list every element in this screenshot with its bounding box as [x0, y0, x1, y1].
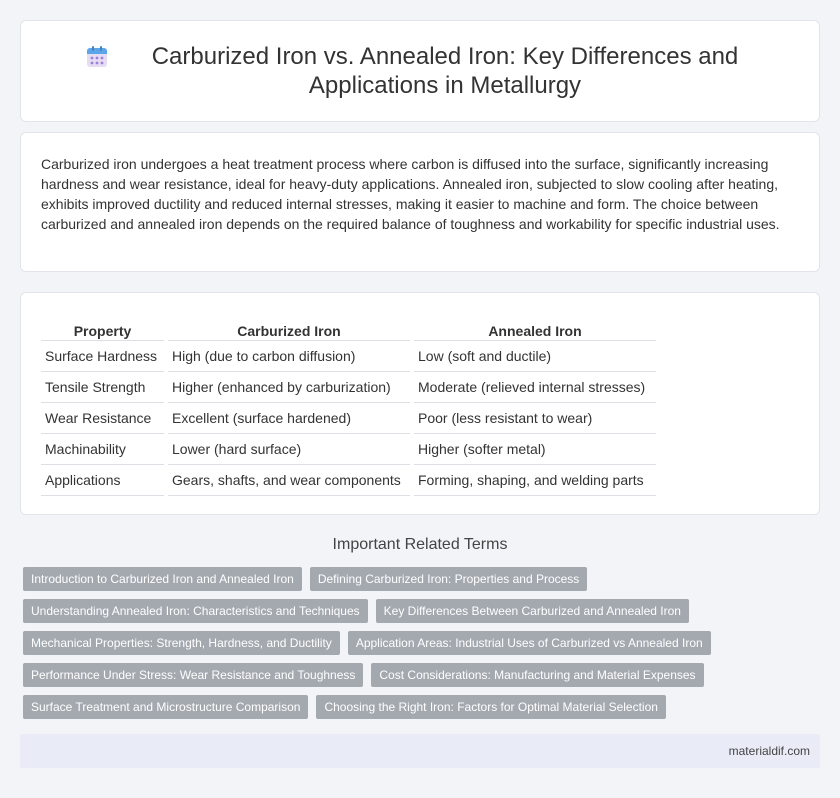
table-cell: Lower (hard surface) — [168, 434, 410, 465]
table-row — [41, 372, 656, 403]
table-row — [41, 434, 656, 465]
table-cell: Moderate (relieved internal stresses) — [414, 372, 656, 403]
table-cell: Higher (softer metal) — [414, 434, 656, 465]
related-term-tag[interactable]: Mechanical Properties: Strength, Hardness, and Ductility — [23, 631, 340, 655]
related-term-tag[interactable]: Understanding Annealed Iron: Characteristics and Techniques — [23, 599, 368, 623]
table-cell: Wear Resistance — [41, 403, 164, 434]
footer-site-link[interactable]: materialdif.com — [728, 744, 810, 758]
page-title: Carburized Iron vs. Annealed Iron: Key Differences and Applications in Metallurgy — [151, 43, 739, 99]
related-terms-list — [23, 567, 823, 719]
related-term-tag[interactable]: Introduction to Carburized Iron and Annealed Iron — [23, 567, 302, 591]
intro-text: Carburized iron undergoes a heat treatment process where carbon is diffused into the surface, significantly increasing hardness and wear resistance, ideal for heavy-duty applications. Annealed iron, subjected to slow cooling after heating, exhibits improved ductility and reduced internal stresses, making it easier to machine and form. The choice between carburized and annealed iron depends on the required balance of toughness and workability for specific industrial uses. — [41, 156, 780, 232]
column-header-carburized: Carburized Iron — [168, 315, 410, 341]
table-cell: Gears, shafts, and wear components — [168, 465, 410, 496]
table-cell: High (due to carbon diffusion) — [168, 341, 410, 372]
table-cell: Applications — [41, 465, 164, 496]
related-term-tag[interactable]: Choosing the Right Iron: Factors for Optimal Material Selection — [316, 695, 665, 719]
intro-card — [20, 132, 820, 272]
related-term-tag[interactable]: Cost Considerations: Manufacturing and Material Expenses — [371, 663, 703, 687]
table-cell: Tensile Strength — [41, 372, 164, 403]
related-term-tag[interactable]: Application Areas: Industrial Uses of Carburized vs Annealed Iron — [348, 631, 711, 655]
column-header-annealed: Annealed Iron — [414, 315, 656, 341]
table-row — [41, 465, 656, 496]
related-term-tag[interactable]: Key Differences Between Carburized and Annealed Iron — [376, 599, 689, 623]
table-cell: Surface Hardness — [41, 341, 164, 372]
table-row — [41, 403, 656, 434]
table-cell: Poor (less resistant to wear) — [414, 403, 656, 434]
comparison-table — [37, 315, 660, 496]
related-term-tag[interactable]: Surface Treatment and Microstructure Comparison — [23, 695, 308, 719]
related-terms-title: Important Related Terms — [332, 536, 508, 553]
footer — [20, 734, 820, 768]
calendar-icon — [85, 45, 109, 69]
table-header-row — [41, 315, 656, 341]
table-cell: Forming, shaping, and welding parts — [414, 465, 656, 496]
header-card — [20, 20, 820, 122]
table-cell: Low (soft and ductile) — [414, 341, 656, 372]
table-row — [41, 341, 656, 372]
table-cell: Excellent (surface hardened) — [168, 403, 410, 434]
table-cell: Machinability — [41, 434, 164, 465]
related-term-tag[interactable]: Defining Carburized Iron: Properties and Process — [310, 567, 587, 591]
table-cell: Higher (enhanced by carburization) — [168, 372, 410, 403]
comparison-card — [20, 292, 820, 515]
related-term-tag[interactable]: Performance Under Stress: Wear Resistance and Toughness — [23, 663, 363, 687]
column-header-property: Property — [41, 315, 164, 341]
